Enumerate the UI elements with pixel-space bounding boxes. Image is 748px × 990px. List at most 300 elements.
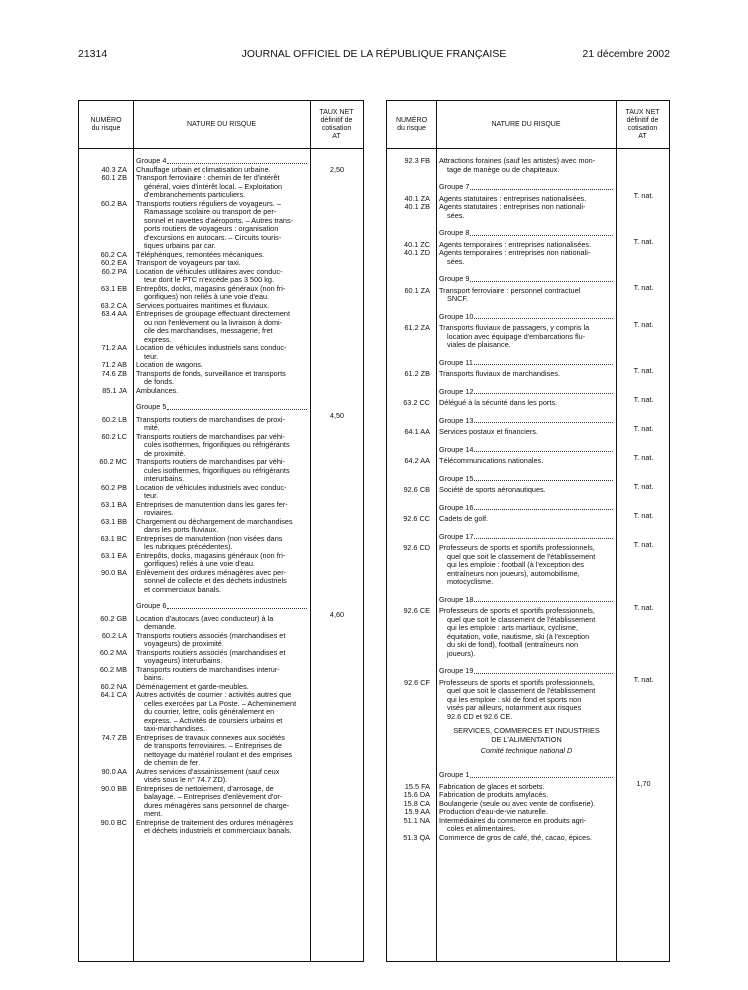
- header-nature: NATURE DU RISQUE: [186, 120, 257, 128]
- description-line: teur.: [144, 491, 159, 500]
- risk-row: [387, 817, 669, 834]
- risk-row: [79, 819, 363, 836]
- group-leader: [439, 275, 614, 284]
- description-line: demande.: [144, 622, 177, 631]
- risk-code: 40.1 ZD: [404, 248, 430, 257]
- description-line: Location de véhicules industriels avec conduc-: [136, 482, 287, 492]
- description-line: et déchets industriels et commerciaux banals.: [144, 826, 292, 835]
- group-label: Groupe 15: [439, 473, 474, 483]
- risk-row: [79, 344, 363, 361]
- description-line: Ramassage scolaire ou transport de per-: [144, 207, 277, 216]
- description-line: Transport de voyageurs par taxi.: [136, 258, 241, 267]
- risk-description: [439, 157, 614, 174]
- risk-row: [79, 501, 363, 518]
- description-line: Agents statutaires : entreprises nationalisées.: [439, 193, 587, 203]
- risk-row: [387, 607, 669, 658]
- risk-description: [439, 679, 614, 722]
- description-line: Transports routiers associés (marchandises et: [136, 630, 286, 640]
- risk-code: 40.1 ZC: [404, 239, 430, 249]
- description-line: Professeurs de sports et sportifs professionnels,: [439, 606, 595, 615]
- description-line: Commerce de gros de café, thé, cacao, épices.: [439, 832, 592, 842]
- risk-description: [136, 458, 308, 484]
- risk-row: [79, 552, 363, 569]
- description-line: Chargement ou déchargement de marchandises: [136, 516, 293, 526]
- group-rate: T. nat.: [633, 236, 654, 246]
- risk-row: [79, 518, 363, 535]
- description-line: Entreprises de groupage effectuant directement: [136, 309, 291, 318]
- risk-code: 90.0 BB: [101, 783, 127, 793]
- risk-code: 60.2 LB: [101, 414, 127, 424]
- risk-code: 64.1 CA: [100, 690, 127, 699]
- description-line: Location de wagons.: [136, 360, 203, 369]
- risk-row: [79, 416, 363, 433]
- group-rate: T. nat.: [633, 282, 654, 292]
- dot-leader: [470, 281, 613, 282]
- risk-code: 63.1 EB: [101, 283, 127, 293]
- description-line: motocyclisme.: [447, 577, 494, 586]
- risk-code: 60.2 NA: [100, 681, 127, 691]
- description-line: Délégué à la sécurité dans les ports.: [439, 398, 558, 407]
- group-label: Groupe 5: [136, 402, 167, 411]
- group-rate: T. nat.: [633, 674, 654, 684]
- risk-code: 74.6 ZB: [101, 368, 127, 378]
- group-label: Groupe 9: [439, 274, 470, 283]
- group-leader: [439, 596, 614, 605]
- description-line: tage de manège ou de chapiteaux.: [447, 164, 560, 174]
- dot-leader: [474, 480, 613, 481]
- description-line: teur dont le PTC n'excède pas 3 500 kg.: [144, 275, 274, 284]
- risk-description: [136, 268, 308, 285]
- risk-code: 92.6 CE: [403, 606, 430, 615]
- risk-code: 71.2 AB: [101, 360, 127, 369]
- risk-description: [439, 607, 614, 658]
- risk-code: 60.2 GB: [100, 613, 127, 623]
- description-line: ment.: [144, 809, 163, 818]
- description-line: viales de plaisance.: [447, 340, 511, 349]
- description-line: Transport ferroviaire : chemin de fer d'intérêt: [136, 173, 280, 182]
- risk-code: 63.4 AA: [101, 309, 127, 318]
- dot-leader: [470, 235, 613, 236]
- risk-row: [79, 768, 363, 785]
- group-rate: T. nat.: [633, 603, 654, 612]
- risk-row: [79, 666, 363, 683]
- risk-row: [387, 324, 669, 350]
- description-line: Fabrication de produits amylacés.: [439, 790, 549, 799]
- description-line: Télécommunications nationales.: [439, 456, 544, 465]
- risk-description: [439, 249, 614, 266]
- description-line: sées.: [447, 210, 465, 220]
- group-label: Groupe 10: [439, 311, 474, 321]
- risk-description: [439, 544, 614, 587]
- description-line: voyageurs) de proximité.: [144, 639, 224, 648]
- group-rate: 4,60: [329, 609, 345, 619]
- risk-rows: [387, 157, 669, 842]
- group-label: Groupe 14: [439, 444, 474, 454]
- risk-description: [136, 416, 308, 433]
- group-label: Groupe 8: [439, 228, 470, 237]
- description-line: Location de véhicules industriels sans conduc-: [136, 343, 287, 352]
- risk-description: [439, 817, 614, 834]
- group-leader: [439, 313, 614, 322]
- risk-row: [387, 457, 669, 466]
- description-line: entraîneurs non joueurs), automobilisme,: [447, 568, 580, 578]
- header-numero: NUMÉRO du risque: [90, 116, 122, 132]
- group-leader: [439, 388, 614, 397]
- description-line: Professeurs de sports et sportifs professionnels,: [439, 677, 595, 687]
- group-rate: T. nat.: [633, 540, 654, 549]
- risk-code: 63.1 BA: [101, 499, 127, 509]
- group-label: Groupe 11: [439, 357, 473, 367]
- description-line: Transports fluviaux de passagers, y compris la: [439, 323, 590, 332]
- header-taux: TAUX NET définitif de cotisation AT: [625, 108, 660, 140]
- risk-description: [136, 174, 308, 200]
- description-line: de transports ferroviaires. – Entreprises de: [144, 741, 282, 750]
- section-line: DE L'ALIMENTATION: [491, 735, 562, 744]
- group-label: Groupe 13: [439, 415, 474, 425]
- description-line: Location de véhicules utilitaires avec conduc-: [136, 266, 283, 276]
- risk-description: [136, 734, 308, 768]
- risk-row: [79, 632, 363, 649]
- description-line: Services portuaires maritimes et fluviaux.: [136, 300, 270, 310]
- dot-leader: [167, 163, 307, 164]
- risk-code: 60.1 ZB: [101, 173, 127, 182]
- header-taux: TAUX NET définitif de cotisation AT: [319, 108, 354, 140]
- group-label: Groupe 4: [136, 156, 167, 165]
- risk-code: 63.1 BC: [100, 533, 127, 543]
- risk-description: [136, 344, 308, 361]
- risk-description: [136, 632, 308, 649]
- risk-code: 61.2 ZB: [404, 369, 430, 378]
- section-heading: [387, 726, 669, 744]
- risk-code: 90.0 AA: [101, 766, 127, 776]
- description-line: Entreprises de manutention (non visées dans: [136, 533, 283, 543]
- group-rate: T. nat.: [633, 511, 654, 520]
- risk-code: 51.3 QA: [403, 832, 430, 842]
- risk-row: [387, 515, 669, 524]
- risk-description: [439, 515, 614, 524]
- header-divider: [79, 148, 363, 149]
- description-line: Transports fluviaux de marchandises.: [439, 369, 560, 378]
- group-rate: 1,70: [636, 778, 651, 788]
- group-rate: T. nat.: [633, 453, 654, 462]
- risk-row: [387, 249, 669, 266]
- description-line: de fonds.: [144, 377, 175, 386]
- description-line: Cadets de golf.: [439, 514, 489, 523]
- risk-row: [79, 433, 363, 459]
- group-leader: [439, 475, 614, 484]
- risk-code: 90.0 BA: [101, 567, 127, 577]
- risk-table-left: [78, 100, 364, 962]
- description-line: Fabrication de glaces et sorbets.: [439, 781, 545, 791]
- description-line: Boulangerie (seule ou avec vente de confiserie).: [439, 798, 596, 808]
- risk-row: [79, 691, 363, 734]
- section-subheading: [387, 746, 669, 755]
- description-line: mité.: [144, 423, 160, 432]
- risk-description: [136, 518, 308, 535]
- group-leader: [136, 602, 308, 611]
- description-line: Entreprises de nettoiement, d'arrosage, de: [136, 783, 274, 793]
- description-line: quel que soit le classement de l'établissement: [447, 614, 596, 624]
- group-leader: [136, 403, 308, 412]
- risk-code: 92.3 FB: [404, 156, 430, 165]
- risk-row: [387, 370, 669, 379]
- group-leader: [439, 229, 614, 238]
- risk-row: [387, 834, 669, 843]
- description-line: Agents temporaires : entreprises non nationali-: [439, 248, 591, 257]
- risk-description: [136, 649, 308, 666]
- description-line: balayage. – Entreprises d'enlèvement d'or-: [144, 792, 283, 801]
- description-line: Société de sports aéronautiques.: [439, 485, 546, 494]
- group-leader: [439, 771, 614, 780]
- risk-code: 64.2 AA: [404, 456, 430, 465]
- risk-row: [79, 268, 363, 285]
- description-line: Transport ferroviaire : personnel contractuel: [439, 285, 581, 295]
- description-line: sées.: [447, 256, 465, 266]
- description-line: Entreprises de manutention dans les gares fer-: [136, 499, 288, 509]
- risk-row: [79, 615, 363, 632]
- risk-code: 60.2 LA: [101, 630, 127, 640]
- group-label: Groupe 1: [439, 770, 470, 779]
- group-label: Groupe 18: [439, 594, 474, 604]
- description-line: Transports routiers de marchandises de proxi-: [136, 414, 285, 424]
- dot-leader: [470, 777, 613, 778]
- risk-row: [79, 458, 363, 484]
- risk-code: 61.2 ZA: [404, 323, 430, 332]
- risk-code: 15.6 DA: [403, 790, 430, 799]
- group-leader: [439, 183, 614, 192]
- dot-leader: [474, 538, 613, 539]
- group-leader: [439, 446, 614, 455]
- header-divider: [387, 148, 669, 149]
- description-line: Transports routiers de marchandises par véhi-: [136, 431, 285, 441]
- risk-row: [387, 203, 669, 220]
- description-line: dures ménagères sans personnel de charge-: [144, 800, 290, 810]
- page-number: 21314: [78, 48, 108, 60]
- dot-leader: [474, 422, 613, 423]
- risk-description: [439, 399, 614, 408]
- risk-row: [387, 287, 669, 304]
- description-line: visés sous le n° 74.7 ZD).: [144, 775, 228, 784]
- description-line: Autres activités de courrier : activités autres que: [136, 690, 292, 699]
- dot-leader: [474, 601, 613, 602]
- risk-row: [79, 200, 363, 251]
- description-line: sonnel et navettes d'aéroports. – Autres trans-: [144, 215, 294, 225]
- risk-description: [439, 287, 614, 304]
- description-line: ou non l'enlèvement ou la livraison à domi-: [144, 317, 283, 327]
- description-line: Agents temporaires : entreprises nationalisées.: [439, 239, 592, 249]
- risk-description: [136, 387, 308, 396]
- risk-code: 64.1 AA: [404, 427, 430, 436]
- risk-description: [439, 203, 614, 220]
- description-line: Déménagement et garde-meubles.: [136, 681, 249, 691]
- dot-leader: [474, 673, 613, 674]
- description-line: Entrepôts, docks, magasins généraux (non fri-: [136, 550, 286, 560]
- risk-row: [387, 157, 669, 174]
- risk-code: 60.2 PA: [101, 266, 127, 276]
- description-line: gorifiques) non reliés à une voie d'eau.: [144, 292, 270, 301]
- description-line: cules isothermes, frigorifiques ou réfrigérants: [144, 465, 290, 475]
- description-line: Attractions foraines (sauf les artistes) avec mon-: [439, 156, 596, 165]
- group-leader: [439, 667, 614, 676]
- risk-row: [79, 734, 363, 768]
- description-line: Agents statutaires : entreprises non nationali-: [439, 202, 586, 211]
- risk-code: 60.2 EA: [101, 258, 127, 267]
- description-line: voyageurs) interurbains.: [144, 656, 223, 665]
- risk-description: [136, 501, 308, 518]
- description-line: cile des marchandises, messagerie, fret: [144, 326, 273, 335]
- risk-description: [136, 370, 308, 387]
- group-leader: [439, 504, 614, 513]
- description-line: gorifiques) reliés à une voie d'eau.: [144, 559, 255, 568]
- description-line: bains.: [144, 673, 164, 682]
- risk-description: [439, 428, 614, 437]
- description-line: Services postaux et financiers.: [439, 427, 538, 436]
- description-line: Transports de fonds, surveillance et transports: [136, 368, 286, 378]
- risk-description: [439, 370, 614, 379]
- risk-code: 40.1 ZB: [404, 202, 430, 211]
- risk-code: 60.2 BA: [101, 198, 127, 208]
- risk-code: 15.9 AA: [404, 807, 430, 816]
- risk-row: [79, 649, 363, 666]
- risk-code: 51.1 NA: [403, 815, 430, 825]
- risk-row: [79, 569, 363, 595]
- description-line: Entreprise de traitement des ordures ménagères: [136, 817, 293, 827]
- description-line: du ski de fond), football (entraîneurs non: [447, 640, 579, 649]
- risk-description: [136, 310, 308, 344]
- description-line: de chemin de fer.: [144, 758, 200, 767]
- dot-leader: [167, 409, 307, 410]
- risk-code: 60.2 LC: [101, 431, 127, 441]
- description-line: SNCF.: [447, 294, 469, 303]
- description-line: du courrier, lettre, colis généralement en: [144, 707, 275, 716]
- description-line: express. – Activités de coursiers urbains et: [144, 715, 283, 725]
- risk-description: [136, 433, 308, 459]
- section-line: Comité technique national D: [480, 746, 573, 755]
- risk-code: 40.1 ZA: [404, 193, 430, 203]
- description-line: taxi-marchandises.: [144, 724, 206, 733]
- description-line: Transports routiers de marchandises par véhi-: [136, 457, 285, 466]
- group-label: Groupe 6: [136, 601, 167, 610]
- dot-leader: [474, 364, 613, 365]
- description-line: Ambulances.: [136, 385, 179, 395]
- description-line: interurbains.: [144, 474, 185, 483]
- group-label: Groupe 17: [439, 531, 474, 541]
- group-label: Groupe 7: [439, 182, 470, 191]
- risk-code: 92.6 CC: [403, 514, 430, 523]
- description-line: qui les emploie : arts martiaux, cyclisme,: [447, 623, 578, 632]
- description-line: ports routiers de voyageurs : organisation: [144, 224, 279, 233]
- description-line: Entreprises de travaux connexes aux sociétés: [136, 732, 285, 742]
- description-line: tiques urbains par car.: [144, 241, 216, 250]
- description-line: celles exercées par La Poste. – Acheminement: [144, 698, 297, 708]
- dot-leader: [474, 318, 613, 319]
- risk-code: 60.2 CA: [100, 249, 127, 259]
- risk-description: [136, 569, 308, 595]
- risk-code: 60.2 MC: [99, 457, 127, 466]
- risk-code: 92.6 CF: [404, 677, 430, 687]
- risk-code: 92.6 CD: [403, 543, 430, 552]
- group-leader: [439, 417, 614, 426]
- group-rate: T. nat.: [633, 424, 654, 433]
- description-line: Chauffage urbain et climatisation urbaine.: [136, 164, 271, 174]
- dot-leader: [167, 608, 307, 609]
- risk-row: [79, 484, 363, 501]
- risk-description: [439, 324, 614, 350]
- description-line: sonnel de collecte et des déchets industriels: [144, 576, 287, 585]
- description-line: Intermédiaires du commerce en produits agri-: [439, 815, 587, 825]
- risk-description: [136, 819, 308, 836]
- group-rate: 2,50: [329, 164, 345, 174]
- risk-description: [136, 666, 308, 683]
- description-line: quel que soit le classement de l'établissement: [447, 686, 596, 695]
- risk-code: 15.5 FA: [404, 781, 430, 791]
- risk-row: [79, 785, 363, 819]
- description-line: d'embranchements particuliers.: [144, 190, 246, 199]
- risk-code: 63.1 BB: [101, 516, 127, 526]
- description-line: les rubriques précédentes).: [144, 542, 233, 551]
- description-line: Entrepôts, docks, magasins généraux (non fri-: [136, 283, 286, 293]
- section-line: SERVICES, COMMERCES ET INDUSTRIES: [453, 726, 600, 735]
- group-rate: T. nat.: [633, 320, 654, 329]
- description-line: équitation, voile, nautisme, ski (à l'exception: [447, 631, 590, 641]
- risk-description: [439, 457, 614, 466]
- description-line: Autres services d'assainissement (sauf ceux: [136, 766, 280, 776]
- journal-title: JOURNAL OFFICIEL DE LA RÉPUBLIQUE FRANÇAISE: [241, 48, 507, 60]
- risk-code: 90.0 BC: [100, 817, 127, 827]
- group-label: Groupe 12: [439, 386, 474, 396]
- description-line: joueurs).: [447, 648, 476, 658]
- header-numero: NUMÉRO du risque: [395, 116, 428, 132]
- risk-row: [79, 174, 363, 200]
- risk-description: [136, 785, 308, 819]
- risk-description: [136, 200, 308, 251]
- risk-code: 15.8 CA: [403, 798, 430, 808]
- risk-code: 63.1 EA: [101, 550, 127, 560]
- risk-code: 63.2 CC: [403, 398, 430, 407]
- description-line: 92.6 CD et 92.6 CE.: [447, 711, 513, 721]
- description-line: dans les ports fluviaux.: [144, 525, 219, 534]
- description-line: Professeurs de sports et sportifs professionnels,: [439, 543, 595, 552]
- group-rate: T. nat.: [633, 190, 654, 200]
- group-rate: T. nat.: [633, 482, 654, 491]
- dot-leader: [474, 451, 613, 452]
- risk-code: 92.6 CB: [403, 485, 430, 494]
- risk-code: 74.7 ZB: [101, 732, 127, 742]
- risk-code: 40.3 ZA: [101, 164, 127, 174]
- description-line: nettoyage du matériel roulant et des emprises: [144, 749, 293, 759]
- header-nature: NATURE DU RISQUE: [491, 120, 561, 128]
- group-label: Groupe 19: [439, 666, 474, 675]
- description-line: Location d'autocars (avec conducteur) à la: [136, 613, 274, 623]
- risk-code: 71.2 AA: [101, 343, 127, 352]
- risk-code: 60.2 MA: [99, 647, 127, 657]
- risk-table-right: [386, 100, 670, 962]
- description-line: qui les emploie : ski de fond et sports non: [447, 694, 582, 704]
- group-rate: T. nat.: [633, 366, 654, 375]
- risk-description: [439, 486, 614, 495]
- risk-row: [387, 399, 669, 408]
- publication-date: 21 décembre 2002: [582, 48, 670, 60]
- description-line: teur.: [144, 351, 159, 361]
- description-line: roviaires.: [144, 508, 174, 517]
- description-line: Production d'eau-de-vie naturelle.: [439, 807, 548, 816]
- risk-description: [136, 484, 308, 501]
- risk-code: 63.2 CA: [100, 300, 127, 310]
- risk-code: 60.1 ZA: [404, 285, 430, 295]
- description-line: Transports routiers associés (marchandises et: [136, 647, 286, 657]
- risk-row: [387, 679, 669, 722]
- description-line: coles et alimentaires.: [447, 824, 516, 833]
